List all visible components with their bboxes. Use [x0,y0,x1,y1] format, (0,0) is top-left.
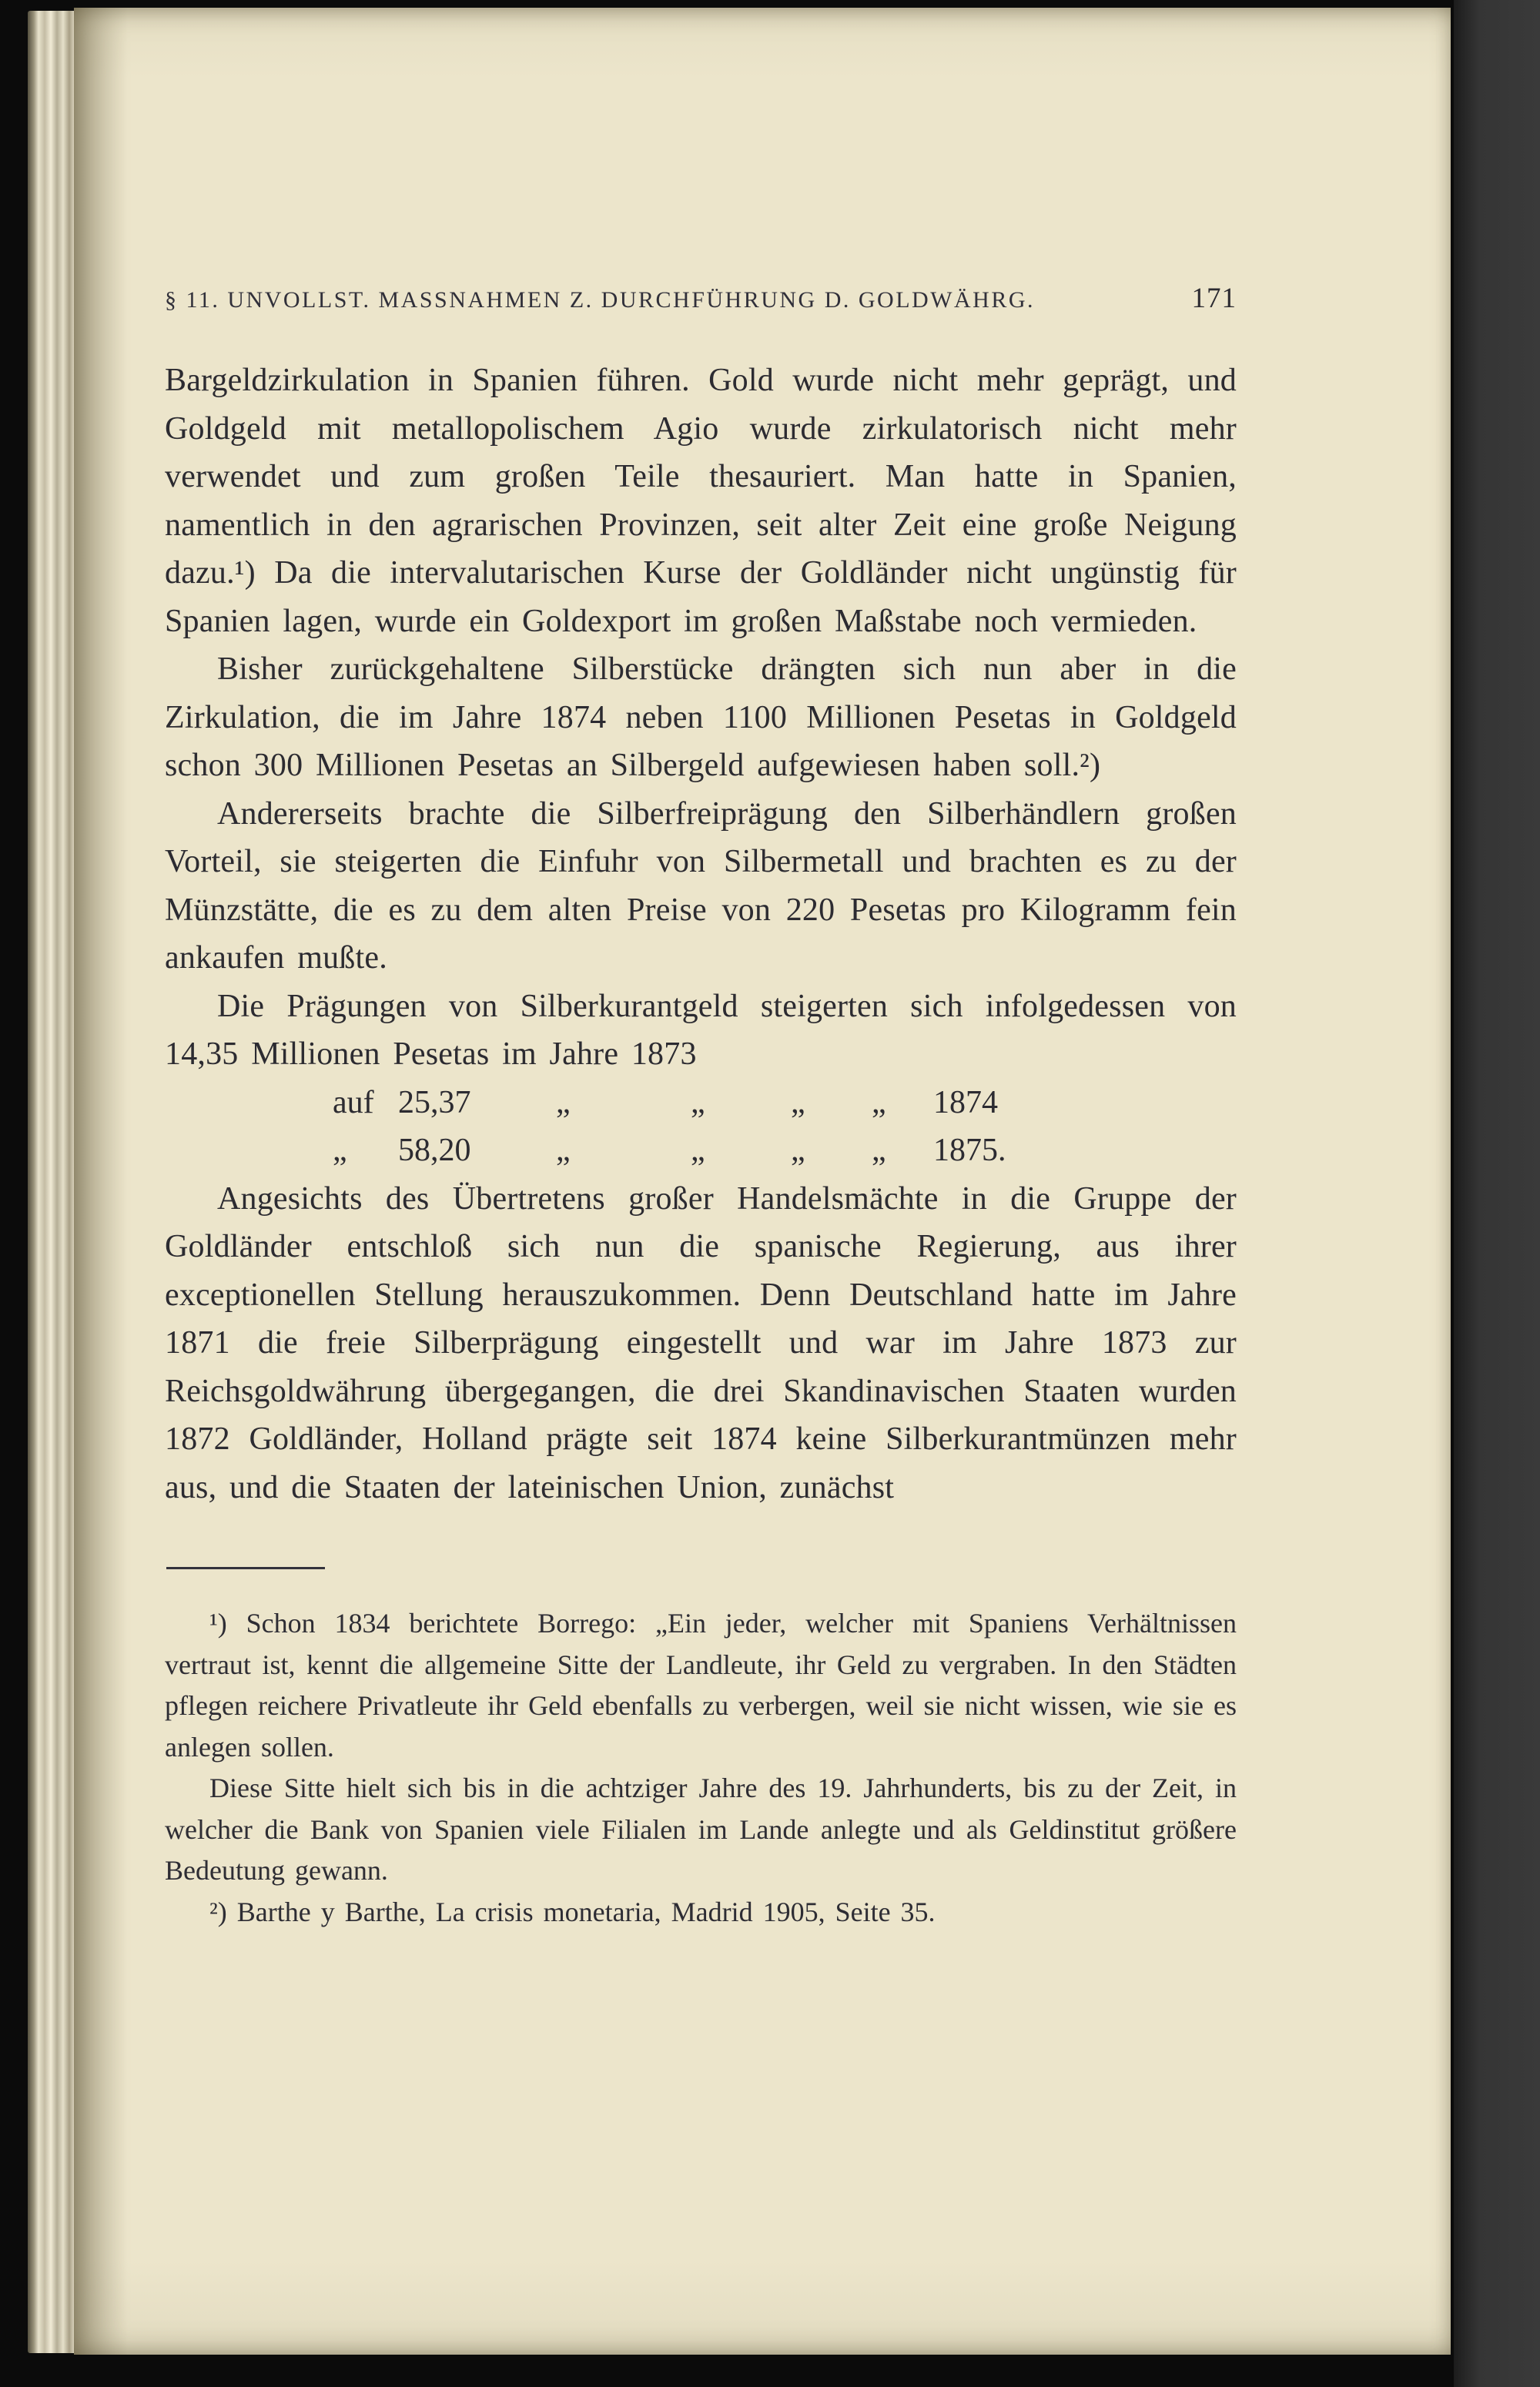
footnote: ²) Barthe y Barthe, La crisis monetaria, Madrid 1905, Seite 35. [209,1896,936,1927]
minting-figures-row [165,1079,1237,1127]
table-cell: 25,37 [398,1084,471,1120]
table-cell-ditto: „ [791,1084,805,1120]
page-number: 171 [1191,283,1237,314]
body-paragraph: Andererseits brachte die Silberfreiprägung den Silberhändlern großen Vorteil, sie steigerten die Einfuhr von Silbermetall und brachten es zu der Münzstätte, die es zu dem alten Preise von 220 Pesetas pro Kilogramm fein ankaufen mußte. [165,795,1237,976]
running-header [165,282,1237,315]
table-cell-ditto: „ [556,1084,571,1120]
scan-background-band [1454,0,1540,2387]
body-paragraph: Bisher zurückgehaltene Silberstücke drängten sich nun aber in die Zirkulation, die im Jahre 1874 neben 1100 Millionen Pesetas in Goldgeld schon 300 Millionen Pesetas an Silbergeld aufgewiesen haben soll.²) [165,651,1237,783]
footnotes-section [165,1567,1237,1933]
minting-figures-table [165,1079,1237,1175]
footnote-rule [166,1567,325,1569]
table-cell-ditto: „ [691,1084,705,1120]
table-cell-year: 1874 [933,1084,998,1120]
body-paragraph: Bargeldzirkulation in Spanien führen. Gold wurde nicht mehr geprägt, und Goldgeld mit metallopolischem Agio wurde zirkulatorisch nicht mehr verwendet und zum großen Teile thesauriert. Man hatte in Spanien, namentlich in den agrarischen Provinzen, seit alter Zeit eine große Neigung dazu.¹) Da die intervalutarischen Kurse der Goldländer nicht ungünstig für Spanien lagen, wurde ein Goldexport im großen Maßstabe noch vermieden. [165,363,1237,639]
book-page [74,8,1451,2355]
body-text [165,357,1237,1512]
section-title: § 11. UNVOLLST. MASSNAHMEN Z. DURCHFÜHRUNG D. GOLDWÄHRG. [165,287,1036,313]
table-cell: auf [333,1084,374,1120]
page-content [165,282,1237,1933]
table-cell-ditto: „ [872,1133,886,1168]
table-cell-year: 1875. [933,1133,1006,1168]
body-paragraph: Die Prägungen von Silberkurantgeld steigerten sich infolgedessen von 14,35 Millionen Pesetas im Jahre 1873 [165,988,1237,1072]
table-cell: 58,20 [398,1133,471,1168]
footnote: ¹) Schon 1834 berichtete Borrego: „Ein jeder, welcher mit Spaniens Verhältnissen vertraut ist, kennt die allgemeine Sitte der Landleute, ihr Geld zu vergraben. In den Städten pflegen reichere Privatleute ihr Geld ebenfalls zu verbergen, weil sie nicht wissen, wie sie es anlegen sollen. [165,1608,1237,1763]
table-cell-ditto: „ [872,1084,886,1120]
body-paragraph: Angesichts des Übertretens großer Handelsmächte in die Gruppe der Goldländer entschloß sich nun die spanische Regierung, aus ihrer exceptionellen Stellung herauszukommen. Denn Deutschland hatte im Jahre 1871 die freie Silberprägung eingestellt und war im Jahre 1873 zur Reichsgoldwährung übergegangen, die drei Skandinavischen Staaten wurden 1872 Goldländer, Holland prägte seit 1874 keine Silberkurantmünzen mehr aus, und die Staaten der lateinischen Union, zunächst [165,1180,1237,1505]
table-cell-ditto: „ [333,1133,347,1168]
book-page-edges [28,11,74,2353]
minting-figures-row [165,1127,1237,1175]
table-cell-ditto: „ [791,1133,805,1168]
footnote: Diese Sitte hielt sich bis in die achtziger Jahre des 19. Jahrhunderts, bis zu der Zeit, in welcher die Bank von Spanien viele Filialen im Lande anlegte und als Geldinstitut größere Bedeutung gewann. [165,1773,1237,1886]
table-cell-ditto: „ [556,1133,571,1168]
table-cell-ditto: „ [691,1133,705,1168]
